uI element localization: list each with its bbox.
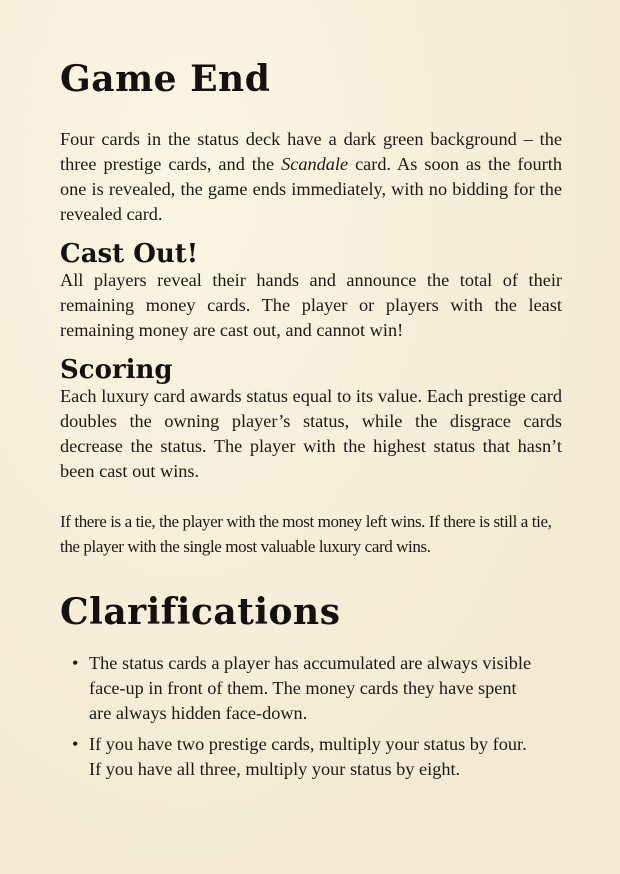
game-end-text-a: Four cards in the status deck have a dark green background – the three prestige cards, and the — [60, 128, 562, 174]
list-item — [60, 651, 539, 726]
game-end-paragraph — [60, 127, 562, 227]
rules-page — [60, 60, 562, 782]
list-item-text: If you have two prestige cards, multiply your status by four. If you have all three, multiply your status by eight. — [89, 733, 527, 779]
scandale-card-name: Scandale — [281, 153, 349, 174]
bullet-icon: • — [72, 652, 79, 673]
list-item-text: The status cards a player has accumulated are always visible face-up in front of them. The money cards they have spent are always hidden face-down. — [89, 652, 532, 723]
list-item — [60, 732, 539, 782]
game-end-text-b: card. As soon as the fourth one is revealed, the game ends immediately, with no bidding for the revealed card. — [60, 153, 562, 224]
cast-out-paragraph: All players reveal their hands and announce the total of their remaining money cards. The player or players with the least remaining money are cast out, and cannot win! — [60, 269, 562, 340]
tie-break-paragraph: If there is a tie, the player with the most money left wins. If there is still a tie, the player with the single most valuable luxury card wins. — [60, 512, 552, 557]
clarifications-list — [60, 651, 562, 782]
clarifications-heading: Clarifications — [60, 591, 341, 634]
scoring-paragraph: Each luxury card awards status equal to its value. Each prestige card doubles the owning player’s status, while the disgrace cards decrease the status. The player with the highest status that hasn’t been cast out wins. — [60, 386, 562, 482]
cast-out-heading: Cast Out! — [60, 238, 199, 269]
scoring-heading: Scoring — [60, 354, 173, 385]
game-end-heading: Game End — [60, 58, 271, 100]
bullet-icon: • — [72, 733, 79, 754]
